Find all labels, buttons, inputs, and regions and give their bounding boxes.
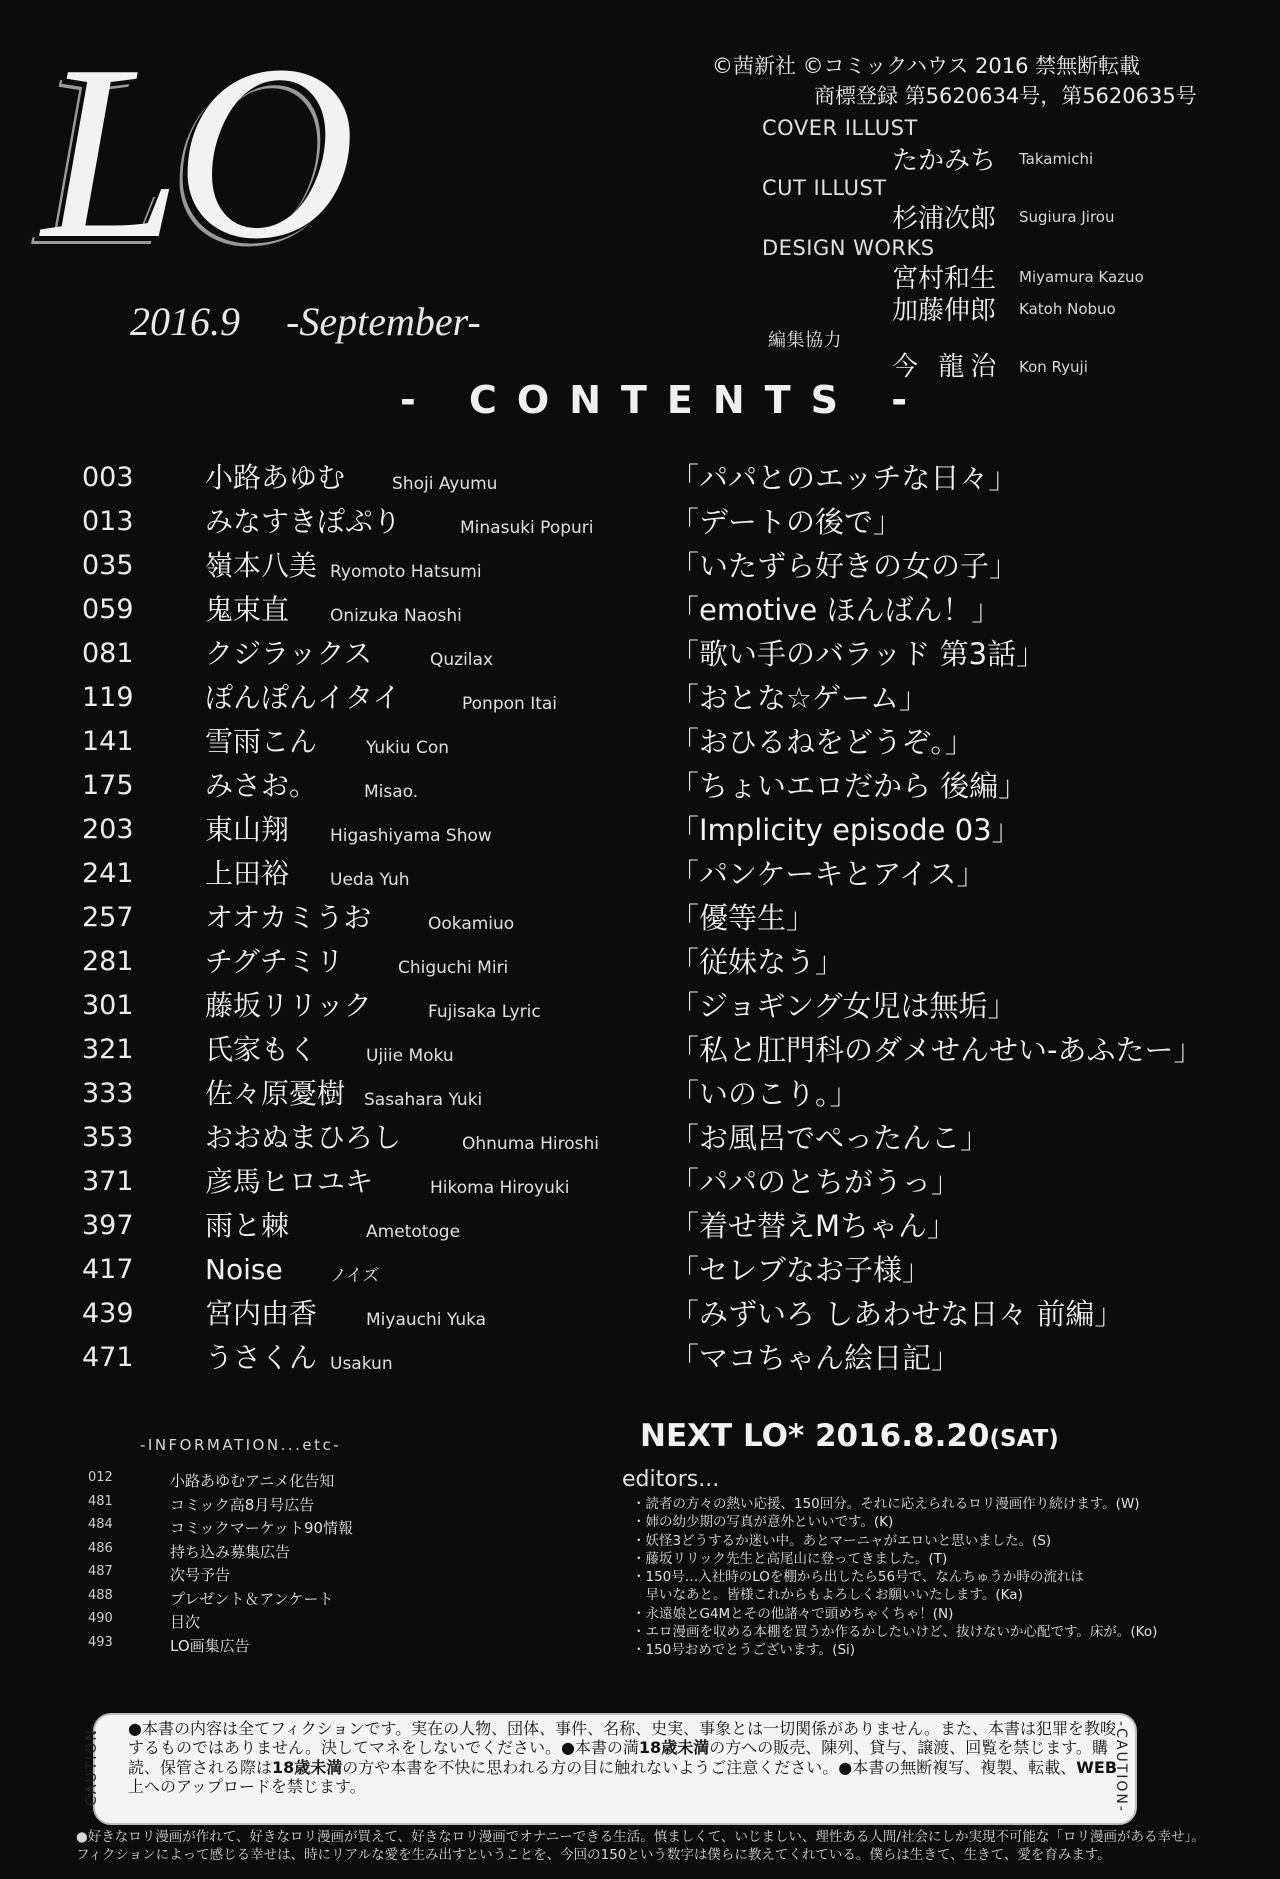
issue-date: 2016.9: [130, 299, 240, 344]
toc-page-number: 175: [82, 770, 134, 801]
toc-page-number: 281: [82, 946, 134, 977]
caution-text-a: ●本書の内容は全てフィクションです。実在の人物、団体、事件、名称、史実、事象とは一切関係がありません。また、本書は犯罪を教唆するものではありません。決してマネをしないでください。●本書の満: [128, 1719, 1117, 1758]
toc-row: [0, 502, 1280, 546]
toc-author-romaji: Chiguchi Miri: [398, 958, 509, 978]
editor-note: ・150号おめでとうございます。(Si): [632, 1642, 856, 1659]
toc-row: [0, 590, 1280, 634]
toc-story-title: 「マコちゃん絵日記」: [670, 1341, 961, 1375]
caution-text-b: 18歳未満: [638, 1738, 710, 1758]
information-item: [88, 1564, 588, 1588]
toc-author-name: 氏家もく: [205, 1033, 318, 1066]
editor-notes: [632, 1495, 1272, 1660]
caution-text-e: の方や本書を不快に思われる方の目に触れないようご注意ください。●本書の無断複写、複製、転載、: [342, 1757, 1077, 1777]
information-item-text: LO画集広告: [170, 1636, 250, 1655]
toc-story-title: 「emotive ほんばん！」: [670, 593, 1001, 627]
toc-story-title: 「みずいろ しあわせな日々 前編」: [670, 1297, 1124, 1331]
toc-page-number: 397: [82, 1210, 134, 1241]
information-item: [88, 1588, 588, 1612]
footer-message: [76, 1828, 1226, 1864]
information-item: [88, 1541, 588, 1565]
toc-author-romaji: ノイズ: [330, 1266, 380, 1286]
toc-story-title: 「優等生」: [670, 901, 816, 935]
toc-author-name: 上田裕: [205, 857, 290, 890]
toc-page-number: 003: [82, 462, 134, 493]
toc-page-number: 081: [82, 638, 134, 669]
editorial-cooperation-heading: 編集協力: [768, 330, 842, 351]
editor-note: ・藤坂リリック先生と高尾山に登ってきました。(T): [632, 1550, 948, 1567]
information-page-number: 488: [88, 1587, 113, 1603]
toc-row: [0, 854, 1280, 898]
toc-page-number: 141: [82, 726, 134, 757]
toc-story-title: 「パパとのエッチな日々」: [670, 461, 1018, 495]
cover-illust-heading: COVER ILLUST: [762, 116, 918, 140]
toc-author-name: おおぬまひろし: [205, 1121, 402, 1154]
table-of-contents: [0, 458, 1280, 1382]
copyright-line: ©茜新社 ©コミックハウス 2016 禁無断転載: [712, 54, 1141, 78]
design-works-name-2: 加藤伸郎: [892, 296, 997, 326]
toc-author-romaji: Hikoma Hiroyuki: [430, 1178, 570, 1198]
information-item: [88, 1517, 588, 1541]
trademark-line: 商標登録 第5620634号，第5620635号: [814, 84, 1197, 108]
cover-illust-name: たかみち: [892, 146, 997, 176]
toc-author-name: クジラックス: [205, 637, 373, 670]
toc-page-number: 059: [82, 594, 134, 625]
editor-note: ・永遠娘とG4Mとその他諸々で頭めちゃくちゃ！(N): [632, 1605, 954, 1622]
toc-page-number: 241: [82, 858, 134, 889]
toc-row: [0, 458, 1280, 502]
toc-author-romaji: Ponpon Itai: [462, 694, 558, 714]
toc-author-romaji: Quzilax: [430, 650, 494, 670]
toc-page-number: 119: [82, 682, 134, 713]
toc-row: [0, 546, 1280, 590]
editor-note: 早いなあと。皆様これからもよろしくお願いいたします。(Ka): [632, 1587, 1023, 1604]
information-page-number: 012: [88, 1470, 113, 1485]
information-item-text: コミック高8月号広告: [170, 1495, 315, 1514]
information-item-text: 小路あゆむアニメ化告知: [170, 1472, 335, 1490]
toc-author-romaji: Ametotoge: [366, 1222, 461, 1242]
contents-heading: - CONTENTS -: [400, 378, 927, 422]
toc-row: [0, 1206, 1280, 1250]
toc-story-title: 「おひるねをどうぞ。」: [670, 725, 974, 759]
editor-note: ・エロ漫画を収める本棚を買うか作るかしたいけど、抜けないか心配です。床が。(Ko): [632, 1624, 1158, 1641]
issue-month: -September-: [286, 299, 481, 344]
toc-author-name: 彦馬ヒロユキ: [205, 1165, 374, 1198]
information-item-text: プレゼント＆アンケート: [170, 1589, 334, 1608]
information-item-text: 次号予告: [170, 1566, 231, 1584]
toc-row: [0, 810, 1280, 854]
toc-author-romaji: Onizuka Naoshi: [330, 606, 462, 626]
cut-illust-heading: CUT ILLUST: [762, 176, 887, 200]
toc-row: [0, 1250, 1280, 1294]
toc-story-title: 「着せ替えMちゃん」: [670, 1209, 957, 1243]
toc-row: [0, 1294, 1280, 1338]
toc-page-number: 257: [82, 902, 134, 933]
toc-author-romaji: Ujiie Moku: [366, 1046, 454, 1066]
cut-illust-name: 杉浦次郎: [892, 204, 997, 234]
editorial-cooperation-name: 今 龍治: [892, 352, 1003, 382]
toc-page-number: 321: [82, 1034, 134, 1065]
toc-page-number: 013: [82, 506, 134, 537]
caution-text-g: 上へのアップロードを禁じます。: [128, 1777, 366, 1797]
editor-note: ・読者の方々の熱い応援、150回分。それに応えられるロリ漫画作り続けます。(W): [632, 1496, 1140, 1512]
information-page-number: 493: [88, 1634, 113, 1650]
toc-story-title: 「デートの後で」: [670, 505, 903, 539]
toc-author-romaji: Usakun: [330, 1354, 393, 1374]
toc-story-title: 「セレブなお子様」: [670, 1253, 932, 1287]
toc-author-name: 小路あゆむ: [205, 461, 346, 494]
toc-story-title: 「おとな☆ゲーム」: [670, 681, 928, 715]
information-item: [88, 1494, 588, 1518]
editor-note: ・妖怪3どうするか迷い中。あとマーニャがエロいと思いました。(S): [632, 1532, 1052, 1549]
toc-story-title: 「パパのとちがうっ」: [670, 1165, 961, 1199]
toc-page-number: 439: [82, 1298, 134, 1329]
toc-story-title: 「私と肛門科のダメせんせい-あふたー」: [670, 1033, 1203, 1067]
toc-row: [0, 1118, 1280, 1162]
information-heading: -INFORMATION...etc-: [140, 1436, 342, 1454]
toc-story-title: 「いたずら好きの女の子」: [670, 549, 1019, 583]
editorial-cooperation-romaji: Kon Ryuji: [1019, 358, 1088, 376]
information-page-number: 490: [88, 1611, 113, 1626]
toc-author-name: みさお。: [205, 769, 318, 802]
toc-story-title: 「ジョギング女児は無垢」: [670, 989, 1017, 1023]
next-issue-date: [640, 1418, 1059, 1454]
information-item-text: コミックマーケット90情報: [170, 1519, 354, 1537]
footer-line-2: フィクションによって感じる幸せは、時にリアルな愛を生み出すということを、今回の150という数字は僕らに教えてくれている。僕らは生きて、生きて、愛を育みます。: [76, 1847, 1111, 1863]
toc-story-title: 「歌い手のバラッド 第3話」: [670, 637, 1046, 671]
information-page-number: 484: [88, 1517, 113, 1532]
toc-author-romaji: Ueda Yuh: [330, 870, 410, 890]
toc-page-number: 203: [82, 814, 134, 845]
toc-author-romaji: Miyauchi Yuka: [366, 1310, 487, 1330]
toc-row: [0, 1074, 1280, 1118]
design-works-romaji-1: Miyamura Kazuo: [1019, 268, 1144, 286]
toc-row: [0, 1338, 1280, 1382]
toc-author-name: チグチミリ: [205, 945, 344, 978]
design-works-romaji-2: Katoh Nobuo: [1019, 300, 1116, 318]
toc-story-title: 「いのこり。」: [670, 1077, 859, 1111]
toc-story-title: 「従妹なう」: [670, 945, 845, 979]
design-works-name-1: 宮村和生: [892, 264, 997, 294]
toc-author-name: ぽんぽんイタイ: [205, 681, 401, 714]
toc-author-name: 雪雨こん: [205, 725, 318, 758]
toc-author-name: 藤坂リリック: [205, 989, 372, 1022]
caution-text: [128, 1719, 1118, 1797]
cover-illust-romaji: Takamichi: [1019, 150, 1094, 168]
toc-row: [0, 942, 1280, 986]
editors-heading: editors...: [622, 1467, 720, 1492]
information-page-number: 487: [88, 1564, 113, 1579]
toc-story-title: 「お風呂でぺったんこ」: [670, 1121, 990, 1155]
caution-label-left: -CAUTION-: [83, 1721, 100, 1813]
toc-row: [0, 1162, 1280, 1206]
toc-page-number: 353: [82, 1122, 134, 1153]
caution-label-right: -CAUTION-: [1112, 1721, 1129, 1813]
toc-author-name: みなすきぽぷり: [205, 505, 402, 538]
design-works-heading: DESIGN WORKS: [762, 236, 935, 260]
toc-author-romaji: Ryomoto Hatsumi: [330, 562, 482, 582]
toc-author-name: オオカミうお: [205, 901, 372, 934]
toc-author-romaji: Ohnuma Hiroshi: [462, 1134, 599, 1154]
information-item: [88, 1635, 588, 1659]
editor-note: ・姉の幼少期の写真が意外といいです。(K): [632, 1514, 894, 1531]
issue-date-line: [130, 298, 481, 345]
toc-author-romaji: Misao.: [364, 782, 419, 802]
toc-author-romaji: Fujisaka Lyric: [428, 1002, 541, 1022]
toc-author-name: 宮内由香: [205, 1297, 318, 1330]
cut-illust-romaji: Sugiura Jirou: [1019, 208, 1115, 226]
information-page-number: 481: [88, 1493, 113, 1509]
toc-story-title: 「Implicity episode 03」: [670, 813, 1021, 847]
magazine-logo: LO: [42, 14, 350, 291]
information-list: [88, 1470, 588, 1658]
caution-text-c: の方への販売、陳列、貸与、譲渡、回覧を禁じます。購読、保管される際は: [128, 1738, 1108, 1777]
toc-row: [0, 634, 1280, 678]
toc-row: [0, 722, 1280, 766]
toc-row: [0, 678, 1280, 722]
toc-row: [0, 986, 1280, 1030]
toc-story-title: 「パンケーキとアイス」: [670, 857, 986, 891]
toc-page-number: 417: [82, 1254, 134, 1285]
information-page-number: 486: [88, 1540, 113, 1556]
staff-credits: [762, 116, 1262, 382]
toc-author-romaji: Sasahara Yuki: [364, 1090, 483, 1110]
toc-page-number: 301: [82, 990, 134, 1021]
information-item: [88, 1470, 588, 1494]
toc-author-name: うさくん: [205, 1341, 318, 1374]
toc-author-romaji: Ookamiuo: [428, 914, 515, 934]
toc-author-name: 佐々原憂樹: [205, 1077, 346, 1110]
toc-page-number: 333: [82, 1078, 134, 1109]
caution-text-f: WEB: [1076, 1757, 1118, 1777]
toc-author-name: Noise: [205, 1253, 283, 1286]
toc-author-romaji: Shoji Ayumu: [392, 474, 498, 494]
toc-author-name: 嶺本八美: [205, 549, 318, 582]
toc-page-number: 471: [82, 1342, 134, 1373]
toc-row: [0, 1030, 1280, 1074]
toc-author-romaji: Yukiu Con: [366, 738, 449, 758]
next-issue-day: (SAT): [989, 1426, 1059, 1452]
toc-author-romaji: Higashiyama Show: [330, 826, 492, 846]
editor-note: ・150号…入社時のLOを棚から出したら56号で、なんちゅうか時の流れは: [632, 1569, 1084, 1586]
toc-row: [0, 898, 1280, 942]
caution-text-d: 18歳未満: [272, 1757, 343, 1777]
toc-author-name: 雨と棘: [205, 1209, 290, 1242]
toc-story-title: 「ちょいエロだから 後編」: [670, 769, 1028, 803]
toc-page-number: 035: [82, 550, 134, 581]
footer-line-1: ●好きなロリ漫画が作れて、好きなロリ漫画が買えて、好きなロリ漫画でオナニーできる生活。慎ましくて、いじましい、理性ある人間/社会にしか実現不可能な「ロリ漫画がある幸せ」。: [76, 1829, 1205, 1845]
toc-row: [0, 766, 1280, 810]
next-issue-label: NEXT LO* 2016.8.20: [640, 1418, 990, 1454]
information-item-text: 持ち込み募集広告: [170, 1542, 291, 1561]
information-item: [88, 1611, 588, 1635]
information-item-text: 目次: [170, 1613, 201, 1631]
toc-page-number: 371: [82, 1166, 134, 1197]
toc-author-name: 東山翔: [205, 813, 290, 846]
toc-author-name: 鬼束直: [205, 593, 290, 626]
toc-author-romaji: Minasuki Popuri: [460, 518, 594, 538]
